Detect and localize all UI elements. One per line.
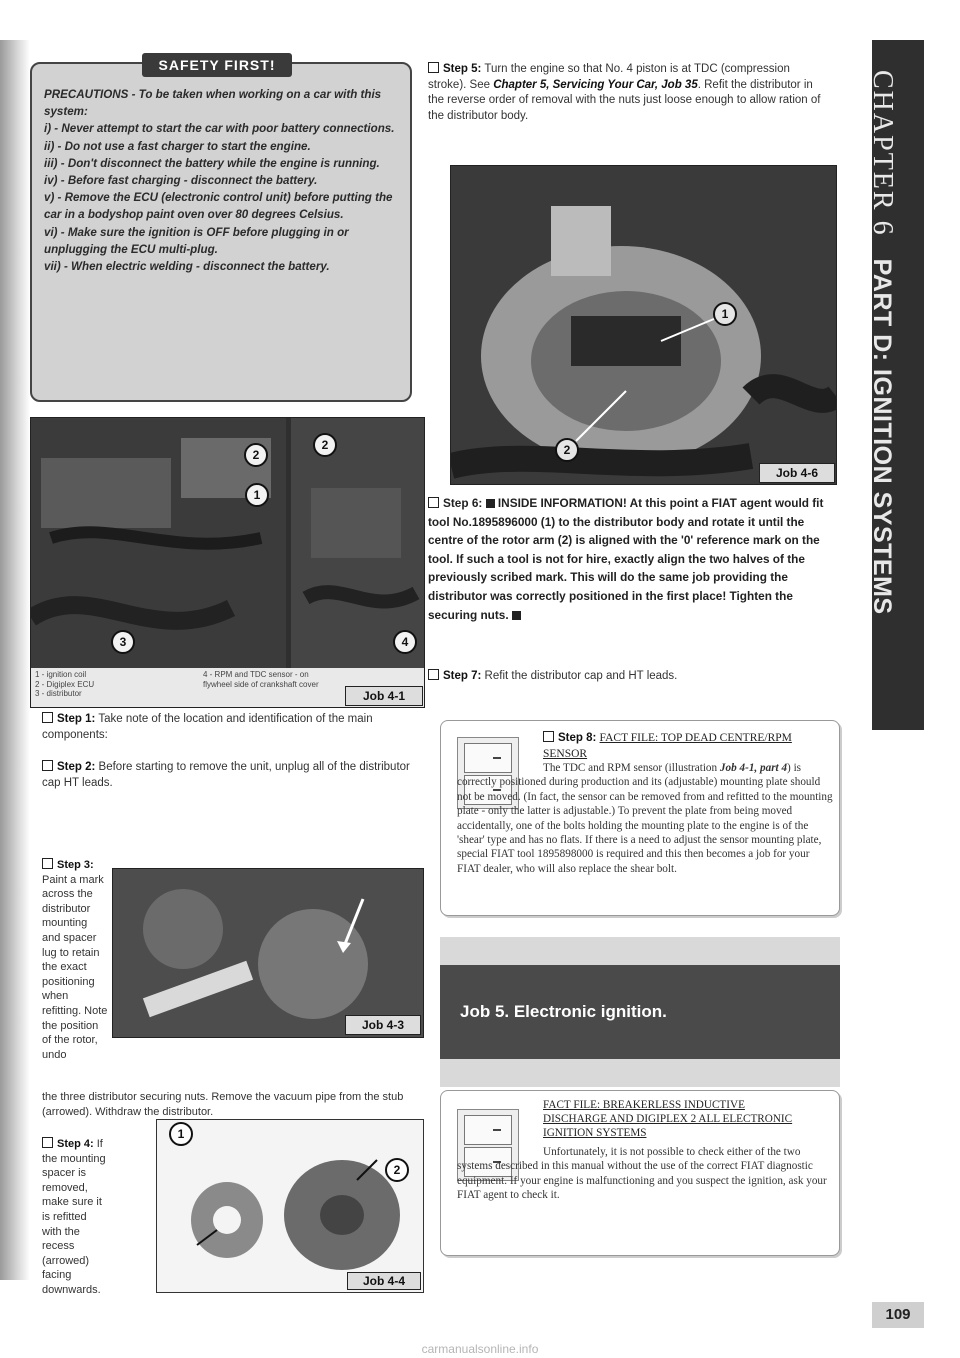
step-label: Step 2: — [57, 761, 96, 773]
fact-file-tdc-sensor — [440, 720, 840, 916]
engine-bay-photo — [30, 417, 425, 708]
step-5 — [428, 62, 823, 124]
distributor-photo — [112, 868, 424, 1038]
callout-1: 1 — [245, 483, 269, 507]
step-text: Turn the engine so that No. 4 piston is at TDC (compression stroke). See — [428, 63, 790, 91]
mounting-spacer-photo — [156, 1119, 424, 1293]
safety-line: PRECAUTIONS - To be taken when working on a car with this system: — [44, 88, 382, 119]
inside-information-icon — [512, 611, 521, 620]
fact-file-title: FACT FILE: BREAKERLESS INDUCTIVE DISCHARGE AND DIGIPLEX 2 ALL ELECTRONIC IGNITION SYSTEMS — [543, 1099, 793, 1139]
callout-2: 2 — [313, 433, 337, 457]
fact-file-intro: The TDC and RPM sensor (illustration — [543, 762, 720, 774]
safety-line: v) - Remove the ECU (electronic control unit) before putting the car in a bodyshop paint oven over 80 degrees Celsius. — [44, 191, 393, 222]
callout-2: 2 — [555, 438, 579, 462]
fact-file-text: Unfortunately, it is not possible to check either of the two systems described in this manual without the use of the correct FIAT diagnostic equipment. If your engine is malfunctioning and you suspect the ignition, ask your FIAT agent to check it. — [457, 1146, 827, 1202]
legend-item: 3 - distributor — [35, 689, 82, 698]
step-text: Paint a mark across the distributor mounting and spacer lug to retain the exact positioning when refitting. Note the position of the rotor, undo — [42, 873, 108, 1061]
photo-legend-right: 4 - RPM and TDC sensor - on flywheel side of crankshaft cover — [203, 670, 319, 689]
job-tag: Job 4-6 — [759, 463, 835, 483]
rotor-alignment-illustration — [451, 166, 836, 484]
step-3-text: the three distributor securing nuts. Remove the vacuum pipe from the stub (arrowed). Withdraw the distributor. — [42, 1091, 404, 1118]
callout-2: 2 — [385, 1158, 409, 1182]
step-2 — [42, 760, 422, 791]
fact-file-body: ) is correctly positioned during production and its (adjustable) mounting plate should not be moved. (In fact, the sensor can be removed from and refitted to the mounting plate - only the latter is adjustable.) To prevent the plate from being moved accidentally, one of the bolts holding the mounting plate to the engine is of the 'shear' type and has no flats. If there is a need to adjust the sensor mounting plate, special FIAT tool 1895898000 is required and this then becomes a job for your FIAT dealer, who will also replace the shear bolt. — [457, 762, 833, 875]
step-text: . Refit the distributor in the reverse order of removal with the nuts just loose enough to allow ration of the distributor body. — [428, 78, 821, 122]
job-reference: Job 4-1, part 4 — [719, 762, 788, 774]
checkbox-icon — [42, 1137, 53, 1148]
rotor-alignment-photo — [450, 165, 837, 485]
legend-item: 2 - Digiplex ECU — [35, 679, 95, 689]
job-tag: Job 4-4 — [347, 1272, 421, 1290]
checkbox-icon — [428, 497, 439, 508]
checkbox-icon — [42, 760, 53, 771]
step-text: Refit the distributor cap and HT leads. — [484, 670, 678, 682]
watermark: carmanualsonline.info — [421, 1342, 539, 1356]
step-label: Step 4: — [57, 1138, 94, 1150]
job-tag: Job 4-1 — [345, 686, 423, 706]
chapter-reference: Chapter 5, Servicing Your Car, Job 35 — [493, 78, 698, 91]
safety-line: iv) - Before fast charging - disconnect the battery. — [44, 174, 318, 188]
fact-file-text — [457, 761, 833, 876]
step-text: Take note of the location and identification of the main components: — [42, 713, 373, 741]
safety-line: iii) - Don't disconnect the battery while the engine is running. — [44, 156, 380, 170]
checkbox-icon — [428, 669, 439, 680]
step-text: Before starting to remove the unit, unplug all of the distributor cap HT leads. — [42, 761, 410, 789]
engine-bay-illustration — [31, 418, 424, 707]
callout-1: 1 — [169, 1122, 193, 1146]
callout-2: 2 — [244, 443, 268, 467]
step-text: INSIDE INFORMATION! At this point a FIAT agent would fit tool No.1895896000 (1) to the distributor body and rotate it until the centre of the rotor arm (2) is aligned with the '0' reference mark on the tool. If such a tool is not for hire, exactly align the two halves of the previously scribed mark. This will do the same job providing the distributor was correctly positioned in the first place! Tighten the securing nuts. — [428, 496, 824, 622]
sidebar-heading — [866, 70, 898, 615]
step-1 — [42, 712, 422, 743]
checkbox-icon — [428, 62, 439, 73]
legend-item: 1 - ignition coil — [35, 670, 87, 679]
step-7 — [428, 669, 823, 685]
safety-precautions — [44, 86, 404, 275]
step-label: Step 3: — [57, 859, 94, 871]
callout-4: 4 — [393, 630, 417, 654]
distributor-illustration — [113, 869, 423, 1037]
job-5-title: Job 5. Electronic ignition. — [460, 1002, 667, 1021]
checkbox-icon — [543, 731, 554, 742]
step-8-heading — [543, 731, 833, 762]
step-label: Step 8: — [558, 732, 597, 744]
step-label: Step 7: — [443, 670, 482, 682]
fact-file-electronic-ignition — [440, 1090, 840, 1256]
safety-first-title: SAFETY FIRST! — [142, 53, 292, 77]
callout-1: 1 — [713, 302, 737, 326]
safety-line: ii) - Do not use a fast charger to start the engine. — [44, 139, 311, 153]
step-6 — [428, 494, 828, 624]
left-page-edge — [0, 40, 30, 1280]
chapter-label: CHAPTER 6 — [867, 70, 898, 237]
step-3-side — [42, 858, 108, 1062]
mounting-spacer-illustration — [157, 1120, 423, 1292]
inside-information-icon — [486, 499, 495, 508]
fact-file-title: FACT FILE: TOP DEAD CENTRE/RPM SENSOR — [543, 732, 792, 760]
checkbox-icon — [42, 858, 53, 869]
step-4 — [42, 1137, 108, 1298]
checkbox-icon — [42, 712, 53, 723]
step-text: If the mounting spacer is removed, make sure it is refitted with the recess (arrowed) facing downwards. — [42, 1138, 106, 1296]
page-number: 109 — [872, 1302, 924, 1328]
photo-legend-left — [35, 670, 94, 699]
safety-line: vi) - Make sure the ignition is OFF before plugging in or unplugging the ECU multi-plug. — [44, 225, 349, 256]
safety-line: vii) - When electric welding - disconnect the battery. — [44, 260, 330, 274]
step-label: Step 5: — [443, 63, 482, 75]
step-label: Step 6: — [443, 496, 483, 510]
safety-line: i) - Never attempt to start the car with poor battery connections. — [44, 122, 395, 136]
job-tag: Job 4-3 — [345, 1015, 421, 1035]
step-label: Step 1: — [57, 713, 96, 725]
part-label: PART D: IGNITION SYSTEMS — [868, 258, 896, 615]
callout-3: 3 — [111, 630, 135, 654]
